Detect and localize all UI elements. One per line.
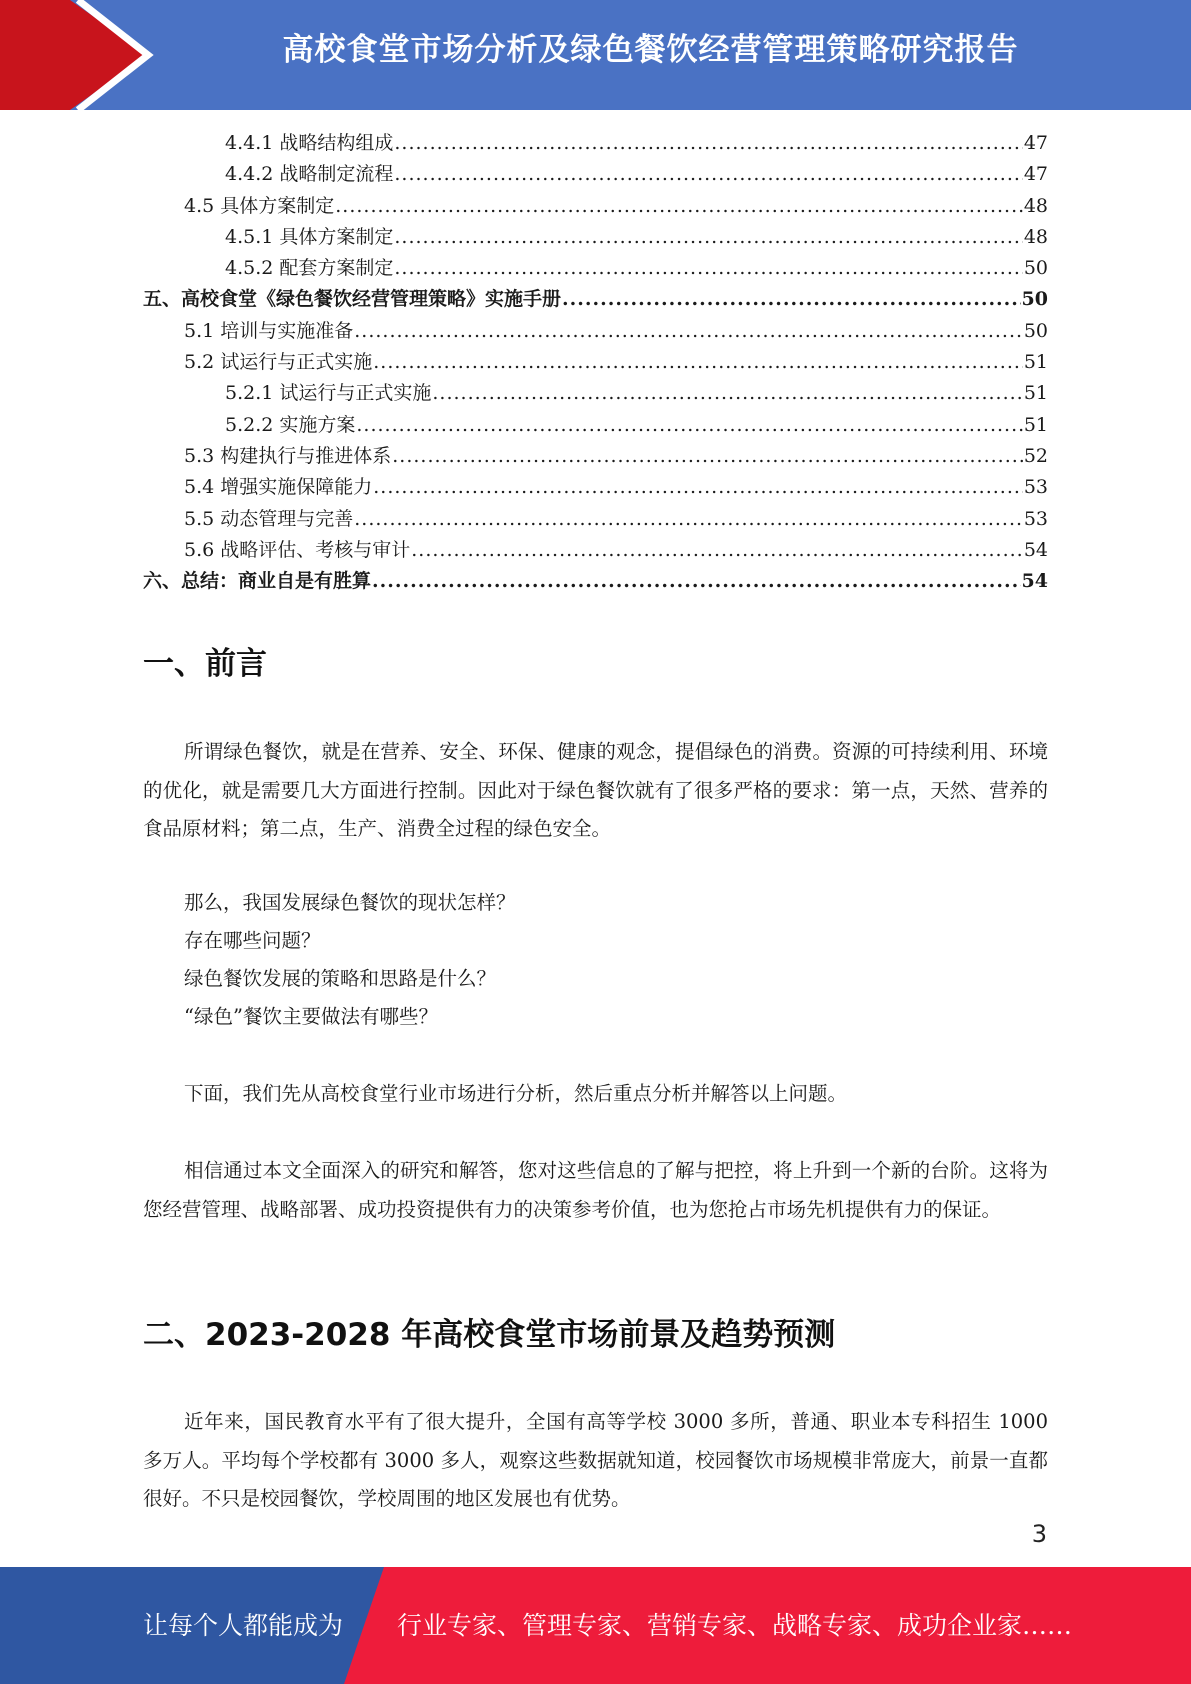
toc-dot-leader xyxy=(394,132,1022,154)
paragraph: 近年来，国民教育水平有了很大提升，全国有高等学校 3000 多所，普通、职业本专科招生 1000 多万人。平均每个学校都有 3000 多人，观察这些数据就知道，校园餐饮市场规模非常庞大，前景一直都很好。不只是校园餐饮，学校周围的地区发展也有优势。 xyxy=(143,1410,1048,1510)
toc-entry-page: 50 xyxy=(1023,319,1048,342)
report-title: 高校食堂市场分析及绿色餐饮经营管理策略研究报告 xyxy=(282,32,1019,68)
toc-entry-label: 5.6 战略评估、考核与审计 xyxy=(184,538,411,561)
question-list xyxy=(184,884,516,1036)
toc-dot-leader xyxy=(335,195,1023,217)
list-item: 存在哪些问题？ xyxy=(184,929,321,952)
toc-entry[interactable] xyxy=(143,284,1048,315)
toc-dot-leader xyxy=(356,414,1022,436)
toc-entry-label: 五、高校食堂《绿色餐饮经营管理策略》实施手册 xyxy=(143,288,562,311)
toc-entry-label: 5.3 构建执行与推进体系 xyxy=(184,444,392,467)
toc-entry[interactable] xyxy=(143,159,1048,190)
toc-entry-label: 5.2.2 实施方案 xyxy=(225,413,356,436)
toc-entry-page: 53 xyxy=(1023,476,1048,499)
toc-dot-leader xyxy=(354,320,1023,342)
toc-entry-label: 4.5 具体方案制定 xyxy=(184,194,335,217)
toc-dot-leader xyxy=(432,382,1022,404)
toc-entry-page: 48 xyxy=(1023,194,1048,217)
toc-entry-label: 4.4.1 战略结构组成 xyxy=(225,132,394,154)
toc-entry-label: 5.5 动态管理与完善 xyxy=(184,507,354,530)
toc-entry-page: 47 xyxy=(1023,132,1048,154)
toc-entry-page: 48 xyxy=(1023,225,1048,248)
toc-entry-page: 54 xyxy=(1023,538,1048,561)
toc-entry[interactable] xyxy=(143,504,1048,535)
toc-entry[interactable] xyxy=(143,378,1048,409)
toc-entry[interactable] xyxy=(143,347,1048,378)
toc-entry[interactable] xyxy=(143,472,1048,503)
toc-entry[interactable] xyxy=(143,191,1048,222)
toc-entry-label: 5.4 增强实施保障能力 xyxy=(184,476,373,499)
toc-entry[interactable] xyxy=(143,316,1048,347)
toc-entry-page: 52 xyxy=(1023,444,1048,467)
toc-dot-leader xyxy=(394,163,1022,185)
toc-dot-leader xyxy=(372,570,1021,592)
footer-slogan-left: 让每个人都能成为 xyxy=(143,1611,344,1640)
header-chevron-icon xyxy=(0,0,160,110)
toc-entry-label: 5.1 培训与实施准备 xyxy=(184,319,354,342)
toc-dot-leader xyxy=(562,288,1021,310)
toc-dot-leader xyxy=(373,476,1023,498)
toc-dot-leader xyxy=(394,226,1022,248)
toc-dot-leader xyxy=(411,539,1023,561)
paragraph: 相信通过本文全面深入的研究和解答，您对这些信息的了解与把控，将上升到一个新的台阶。这将为您经营管理、战略部署、成功投资提供有力的决策参考价值，也为您抢占市场先机提供有力的保证。 xyxy=(143,1159,1048,1221)
toc-entry-page: 47 xyxy=(1023,163,1048,186)
section-heading-preface: 一、前言 xyxy=(143,646,267,682)
toc-dot-leader xyxy=(354,508,1023,530)
toc-dot-leader xyxy=(394,257,1022,279)
toc-entry-label: 六、总结：商业自是有胜算 xyxy=(143,570,372,593)
toc-entry-page: 51 xyxy=(1023,382,1048,405)
section-heading-forecast: 二、2023-2028 年高校食堂市场前景及趋势预测 xyxy=(143,1317,836,1353)
toc-entry-page: 50 xyxy=(1021,288,1048,311)
toc-entry-page: 54 xyxy=(1021,570,1048,593)
toc-entry[interactable] xyxy=(143,222,1048,253)
list-item: 那么，我国发展绿色餐饮的现状怎样？ xyxy=(184,891,516,914)
toc-entry-page: 53 xyxy=(1023,507,1048,530)
toc-entry-label: 5.2 试运行与正式实施 xyxy=(184,351,373,374)
list-item: 绿色餐饮发展的策略和思路是什么？ xyxy=(184,967,497,990)
paragraph: 所谓绿色餐饮，就是在营养、安全、环保、健康的观念，提倡绿色的消费。资源的可持续利用、环境的优化，就是需要几大方面进行控制。因此对于绿色餐饮就有了很多严格的要求：第一点，天然、营养的食品原材料；第二点，生产、消费全过程的绿色安全。 xyxy=(143,740,1048,840)
paragraph: 下面，我们先从高校食堂行业市场进行分析，然后重点分析并解答以上问题。 xyxy=(184,1082,848,1105)
toc-entry-label: 4.4.2 战略制定流程 xyxy=(225,163,394,186)
toc-entry[interactable] xyxy=(143,441,1048,472)
toc-entry[interactable] xyxy=(143,535,1048,566)
toc-entry-label: 4.5.2 配套方案制定 xyxy=(225,257,394,280)
toc-entry-label: 5.2.1 试运行与正式实施 xyxy=(225,382,432,405)
toc-entry[interactable] xyxy=(143,410,1048,441)
toc-entry[interactable] xyxy=(143,566,1048,597)
toc-entry-page: 51 xyxy=(1023,413,1048,436)
toc-entry[interactable] xyxy=(143,128,1048,159)
toc-entry[interactable] xyxy=(143,253,1048,284)
toc-dot-leader xyxy=(373,351,1023,373)
toc-entry-label: 4.5.1 具体方案制定 xyxy=(225,225,394,248)
toc-entry-page: 51 xyxy=(1023,351,1048,374)
toc-entry-page: 50 xyxy=(1023,257,1048,280)
footer-banner xyxy=(0,1567,1191,1684)
page-number: 3 xyxy=(1031,1520,1047,1548)
list-item: “绿色”餐饮主要做法有哪些？ xyxy=(184,1005,438,1028)
toc-dot-leader xyxy=(392,445,1023,467)
header-banner xyxy=(0,0,1191,110)
table-of-contents xyxy=(143,128,1048,597)
footer-slogan-right: 行业专家、管理专家、营销专家、战略专家、成功企业家…… xyxy=(397,1611,1073,1640)
